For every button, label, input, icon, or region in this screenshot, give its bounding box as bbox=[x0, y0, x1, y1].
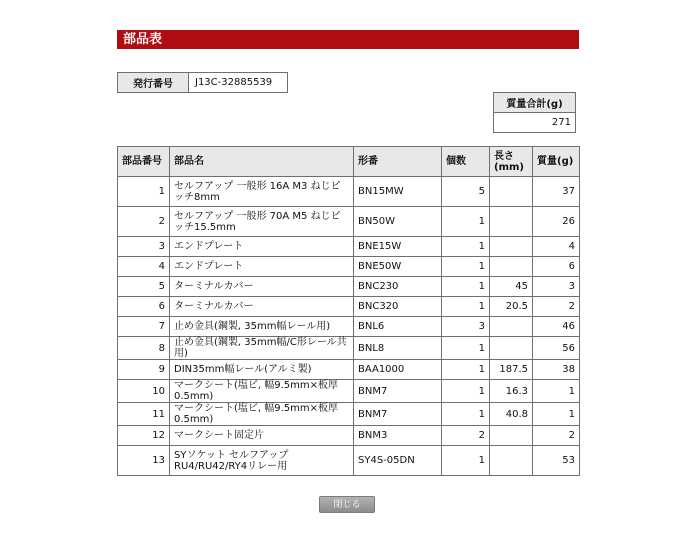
part-no-cell: 3 bbox=[118, 237, 170, 257]
parts-table-row bbox=[118, 403, 580, 426]
total-weight-table bbox=[493, 92, 576, 133]
model-cell: BAA1000 bbox=[354, 360, 442, 380]
part-name-cell: ターミナルカバー bbox=[170, 297, 354, 317]
length-cell: 187.5 bbox=[490, 360, 533, 380]
length-cell bbox=[490, 426, 533, 446]
model-cell: BNL6 bbox=[354, 317, 442, 337]
part-no-cell: 4 bbox=[118, 257, 170, 277]
total-weight-value: 271 bbox=[494, 113, 576, 133]
mass-cell: 1 bbox=[533, 403, 580, 426]
mass-cell: 3 bbox=[533, 277, 580, 297]
length-cell: 40.8 bbox=[490, 403, 533, 426]
parts-table-header bbox=[118, 147, 580, 177]
length-cell: 16.3 bbox=[490, 380, 533, 403]
part-name-cell: セルフアップ 一般形 16A M3 ねじピッチ8mm bbox=[170, 177, 354, 207]
mass-cell: 56 bbox=[533, 337, 580, 360]
part-no-cell: 11 bbox=[118, 403, 170, 426]
mass-cell: 4 bbox=[533, 237, 580, 257]
model-cell: BNC230 bbox=[354, 277, 442, 297]
length-cell bbox=[490, 337, 533, 360]
part-no-cell: 8 bbox=[118, 337, 170, 360]
parts-table-row bbox=[118, 277, 580, 297]
part-name-cell: 止め金具(鋼製, 35mm幅レール用) bbox=[170, 317, 354, 337]
mass-cell: 37 bbox=[533, 177, 580, 207]
length-cell bbox=[490, 446, 533, 476]
part-no-cell: 6 bbox=[118, 297, 170, 317]
part-name-cell: SYソケット セルフアップ RU4/RU42/RY4リレー用 bbox=[170, 446, 354, 476]
model-cell: BNE15W bbox=[354, 237, 442, 257]
total-weight-label: 質量合計(g) bbox=[494, 93, 576, 113]
col-header-part-no: 部品番号 bbox=[118, 147, 170, 177]
part-no-cell: 10 bbox=[118, 380, 170, 403]
length-cell bbox=[490, 257, 533, 277]
parts-table-row bbox=[118, 337, 580, 360]
col-header-part-name: 部品名 bbox=[170, 147, 354, 177]
parts-table bbox=[117, 146, 580, 476]
close-button[interactable]: 閉じる bbox=[319, 496, 375, 513]
length-cell bbox=[490, 317, 533, 337]
model-cell: BNL8 bbox=[354, 337, 442, 360]
parts-table-row bbox=[118, 207, 580, 237]
part-name-cell: マークシート(塩ビ, 幅9.5mm×板厚0.5mm) bbox=[170, 403, 354, 426]
length-cell bbox=[490, 207, 533, 237]
model-cell: BN15MW bbox=[354, 177, 442, 207]
part-no-cell: 13 bbox=[118, 446, 170, 476]
length-cell bbox=[490, 237, 533, 257]
part-no-cell: 2 bbox=[118, 207, 170, 237]
qty-cell: 1 bbox=[442, 380, 490, 403]
qty-cell: 2 bbox=[442, 426, 490, 446]
mass-cell: 1 bbox=[533, 380, 580, 403]
parts-table-row bbox=[118, 297, 580, 317]
part-name-cell: 止め金具(鋼製, 35mm幅/C形レール共用) bbox=[170, 337, 354, 360]
length-cell: 20.5 bbox=[490, 297, 533, 317]
mass-cell: 26 bbox=[533, 207, 580, 237]
col-header-model: 形番 bbox=[354, 147, 442, 177]
model-cell: SY4S-05DN bbox=[354, 446, 442, 476]
parts-table-row bbox=[118, 446, 580, 476]
mass-cell: 46 bbox=[533, 317, 580, 337]
length-cell bbox=[490, 177, 533, 207]
model-cell: BNM7 bbox=[354, 380, 442, 403]
part-name-cell: マークシート(塩ビ, 幅9.5mm×板厚0.5mm) bbox=[170, 380, 354, 403]
parts-table-row bbox=[118, 317, 580, 337]
col-header-mass: 質量(g) bbox=[533, 147, 580, 177]
qty-cell: 1 bbox=[442, 403, 490, 426]
part-name-cell: ターミナルカバー bbox=[170, 277, 354, 297]
part-no-cell: 1 bbox=[118, 177, 170, 207]
col-header-qty: 個数 bbox=[442, 147, 490, 177]
col-header-length: 長さ (mm) bbox=[490, 147, 533, 177]
part-name-cell: セルフアップ 一般形 70A M5 ねじピッチ15.5mm bbox=[170, 207, 354, 237]
issue-number-table bbox=[117, 72, 288, 93]
model-cell: BNC320 bbox=[354, 297, 442, 317]
parts-table-row bbox=[118, 380, 580, 403]
part-name-cell: マークシート固定片 bbox=[170, 426, 354, 446]
model-cell: BNE50W bbox=[354, 257, 442, 277]
mass-cell: 2 bbox=[533, 297, 580, 317]
part-no-cell: 9 bbox=[118, 360, 170, 380]
parts-table-row bbox=[118, 237, 580, 257]
model-cell: BNM7 bbox=[354, 403, 442, 426]
qty-cell: 1 bbox=[442, 297, 490, 317]
parts-table-row bbox=[118, 426, 580, 446]
issue-number-value: J13C-32885539 bbox=[189, 73, 288, 93]
parts-table-row bbox=[118, 360, 580, 380]
qty-cell: 1 bbox=[442, 446, 490, 476]
part-no-cell: 5 bbox=[118, 277, 170, 297]
qty-cell: 1 bbox=[442, 360, 490, 380]
qty-cell: 1 bbox=[442, 207, 490, 237]
parts-table-row bbox=[118, 257, 580, 277]
qty-cell: 1 bbox=[442, 237, 490, 257]
length-cell: 45 bbox=[490, 277, 533, 297]
issue-number-label: 発行番号 bbox=[118, 73, 189, 93]
page-title: 部品表 bbox=[117, 30, 579, 49]
model-cell: BNM3 bbox=[354, 426, 442, 446]
mass-cell: 2 bbox=[533, 426, 580, 446]
qty-cell: 1 bbox=[442, 277, 490, 297]
model-cell: BN50W bbox=[354, 207, 442, 237]
mass-cell: 38 bbox=[533, 360, 580, 380]
part-no-cell: 12 bbox=[118, 426, 170, 446]
part-name-cell: エンドプレート bbox=[170, 257, 354, 277]
parts-table-row bbox=[118, 177, 580, 207]
part-name-cell: エンドプレート bbox=[170, 237, 354, 257]
part-name-cell: DIN35mm幅レール(アルミ製) bbox=[170, 360, 354, 380]
qty-cell: 1 bbox=[442, 257, 490, 277]
qty-cell: 5 bbox=[442, 177, 490, 207]
qty-cell: 3 bbox=[442, 317, 490, 337]
qty-cell: 1 bbox=[442, 337, 490, 360]
part-no-cell: 7 bbox=[118, 317, 170, 337]
mass-cell: 53 bbox=[533, 446, 580, 476]
mass-cell: 6 bbox=[533, 257, 580, 277]
